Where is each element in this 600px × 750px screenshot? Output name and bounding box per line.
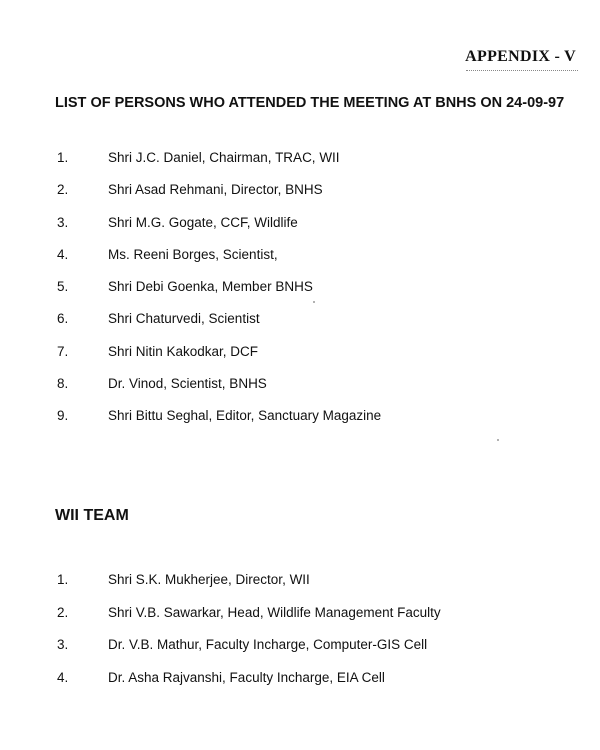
item-number: 7. bbox=[57, 343, 69, 359]
item-number: 1. bbox=[57, 572, 69, 587]
list-item bbox=[0, 637, 600, 670]
list-item bbox=[0, 408, 600, 440]
item-number: 9. bbox=[57, 408, 69, 424]
list-item bbox=[0, 247, 600, 279]
item-number: 1. bbox=[57, 150, 69, 165]
item-number: 3. bbox=[57, 637, 69, 652]
scan-speck bbox=[497, 439, 499, 441]
item-number: 4. bbox=[57, 246, 69, 262]
item-number: 2. bbox=[57, 182, 69, 198]
item-text: Shri S.K. Mukherjee, Director, WII bbox=[108, 572, 310, 587]
appendix-underline bbox=[466, 70, 578, 71]
list-item bbox=[0, 150, 600, 182]
item-text: Shri M.G. Gogate, CCF, Wildlife bbox=[108, 214, 298, 230]
wii-team-list bbox=[0, 572, 600, 702]
item-text: Shri Chaturvedi, Scientist bbox=[108, 311, 260, 327]
list-item bbox=[0, 182, 600, 214]
item-number: 3. bbox=[57, 214, 69, 230]
item-text: Dr. Vinod, Scientist, BNHS bbox=[108, 376, 267, 392]
appendix-label: APPENDIX - V bbox=[465, 48, 576, 65]
item-number: 4. bbox=[57, 669, 69, 685]
item-number: 8. bbox=[57, 376, 69, 392]
attendees-list bbox=[0, 150, 600, 441]
list-item bbox=[0, 605, 600, 638]
item-number: 5. bbox=[57, 279, 69, 295]
list-item bbox=[0, 311, 600, 343]
list-item bbox=[0, 279, 600, 311]
item-text: Ms. Reeni Borges, Scientist, bbox=[108, 246, 278, 262]
list-item bbox=[0, 376, 600, 408]
item-text: Dr. Asha Rajvanshi, Faculty Incharge, EIA Cell bbox=[108, 669, 385, 685]
list-item bbox=[0, 670, 600, 703]
item-text: Shri J.C. Daniel, Chairman, TRAC, WII bbox=[108, 150, 340, 165]
item-text: Shri Bittu Seghal, Editor, Sanctuary Magazine bbox=[108, 408, 382, 424]
item-number: 6. bbox=[57, 311, 69, 327]
attendees-heading: LIST OF PERSONS WHO ATTENDED THE MEETING AT BNHS ON 24-09-97 bbox=[55, 95, 565, 111]
item-text: Shri V.B. Sawarkar, Head, Wildlife Management Faculty bbox=[108, 604, 441, 620]
item-text: Shri Debi Goenka, Member BNHS bbox=[108, 279, 313, 295]
list-item bbox=[0, 572, 600, 605]
list-item bbox=[0, 215, 600, 247]
list-item bbox=[0, 344, 600, 376]
item-text: Shri Asad Rehmani, Director, BNHS bbox=[108, 182, 323, 198]
wii-team-heading: WII TEAM bbox=[55, 507, 129, 524]
item-number: 2. bbox=[57, 604, 69, 620]
item-text: Dr. V.B. Mathur, Faculty Incharge, Computer-GIS Cell bbox=[108, 637, 428, 652]
item-text: Shri Nitin Kakodkar, DCF bbox=[108, 343, 259, 359]
scan-speck bbox=[313, 301, 315, 303]
